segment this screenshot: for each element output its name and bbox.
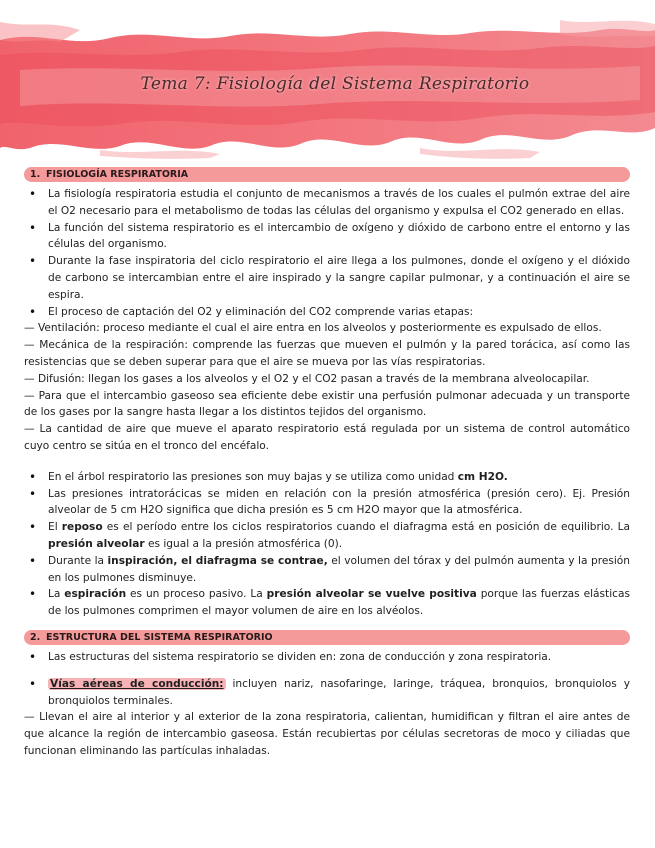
item-text: porque las fuerzas elásticas de los pulmones comprimen el mayor volumen de aire en los alvéolos. — [48, 588, 630, 618]
list-item — [24, 469, 630, 486]
section-2-airways-list — [24, 676, 630, 710]
page-title: Tema 7: Fisiología del Sistema Respiratorio — [140, 74, 530, 94]
section-2-list — [24, 649, 630, 666]
term-presion-positiva: presión alveolar se vuelve positiva — [266, 588, 477, 601]
stage-mechanics: — Mecánica de la respiración: comprende las fuerzas que mueven el pulmón y la pared torácica, así como las resistencias que se deben superar para que el aire se mueva por las vías respiratorias. — [24, 339, 630, 368]
item-text: La — [48, 588, 65, 601]
term-espiracion: espiración — [64, 588, 127, 601]
stage-ventilation: — Ventilación: proceso mediante el cual el aire entra en los alveolos y posteriormente es expulsado de ellos. — [24, 322, 602, 335]
item-text: es igual a la presión atmosférica (0). — [144, 537, 343, 550]
document-body — [24, 167, 630, 760]
stage-control: — La cantidad de aire que mueve el aparato respiratorio está regulada por un sistema de control automático cuyo centro se sitúa en el tronco del encéfalo. — [24, 423, 630, 452]
list-item: • La función del sistema respiratorio es el intercambio de oxígeno y dióxido de carbono entre el entorno y las células del organismo. — [24, 220, 630, 254]
spacer — [24, 666, 630, 676]
term-reposo: reposo — [61, 521, 103, 534]
list-item — [24, 586, 630, 620]
list-item — [24, 519, 630, 553]
list-item: • Durante la fase inspiratoria del ciclo respiratorio el aire llega a los pulmones, donde el oxígeno y el dióxido de carbono se intercambian entre el aire inspirado y la sangre capilar pulmonar, y a continuación el aire se espira. — [24, 253, 630, 303]
section-1-pressure-list — [24, 469, 630, 620]
section-1-heading — [24, 167, 630, 182]
section-1-number: 1. — [30, 169, 41, 180]
item-text: Durante la — [48, 554, 108, 567]
item-text: es un proceso pasivo. La — [126, 588, 267, 601]
list-item — [24, 676, 630, 710]
list-item: • Las estructuras del sistema respiratorio se dividen en: zona de conducción y zona respiratoria. — [24, 649, 630, 666]
term-presion-alveolar: presión alveolar — [48, 537, 145, 550]
stage-perfusion: — Para que el intercambio gaseoso sea eficiente debe existir una perfusión pulmonar adecuada y un transporte de los gases por la sangre hasta llegar a los distintos tejidos del organismo. — [24, 389, 630, 419]
list-item — [24, 553, 630, 587]
item-text: En el árbol respiratorio las presiones son muy bajas y se utiliza como unidad — [48, 470, 458, 483]
airways-highlight: Vías aéreas de conducción: — [50, 677, 224, 690]
section-2-title: ESTRUCTURA DEL SISTEMA RESPIRATORIO — [46, 631, 273, 643]
list-item: • La fisiología respiratoria estudia el conjunto de mecanismos a través de los cuales el pulmón extrae del aire el O2 necesario para el metabolismo de todas las células del organismo y expulsa el CO2 generado en ellas. — [24, 186, 630, 220]
list-item: • El proceso de captación del O2 y eliminación del CO2 comprende varias etapas: — [24, 304, 630, 321]
section-2-number: 2. — [30, 631, 41, 643]
term-inspiracion: inspiración, el diafragma se contrae, — [107, 554, 328, 567]
stage-diffusion: — Difusión: llegan los gases a los alveolos y el O2 y el CO2 pasan a través de la membrana alveolocapilar. — [24, 372, 590, 385]
section-2-heading — [24, 630, 630, 645]
header-banner — [0, 0, 655, 160]
section-1-intro-list — [24, 186, 630, 320]
item-text: el volumen del tórax y del pulmón aumenta y la presión en los pulmones disminuye. — [48, 554, 630, 584]
unit-bold: cm H2O. — [457, 470, 508, 483]
list-item: • Las presiones intratorácicas se miden en relación con la presión atmosférica (presión cero). Ej. Presión alveolar de 5 cm H2O significa que dicha presión es 5 cm H2O mayor que la atmosférica. — [24, 486, 630, 520]
item-text: incluyen nariz, nasofaringe, laringe, tráquea, bronquios, bronquiolos y bronquiolos terminales. — [48, 677, 630, 707]
item-text: El — [48, 521, 62, 534]
spacer — [24, 455, 630, 469]
section-1-title: FISIOLOGÍA RESPIRATORIA — [46, 169, 189, 180]
airways-detail: — Llevan el aire al interior y al exterior de la zona respiratoria, calientan, humidifican y filtran el aire antes de que alcance la región de intercambio gaseosa. Están recubiertas por células secretoras de moco y ciliadas que funcionan eliminando las partículas inhaladas. — [24, 711, 630, 757]
item-text: es el período entre los ciclos respiratorios cuando el diafragma está en posición de equilibrio. La — [102, 521, 630, 534]
